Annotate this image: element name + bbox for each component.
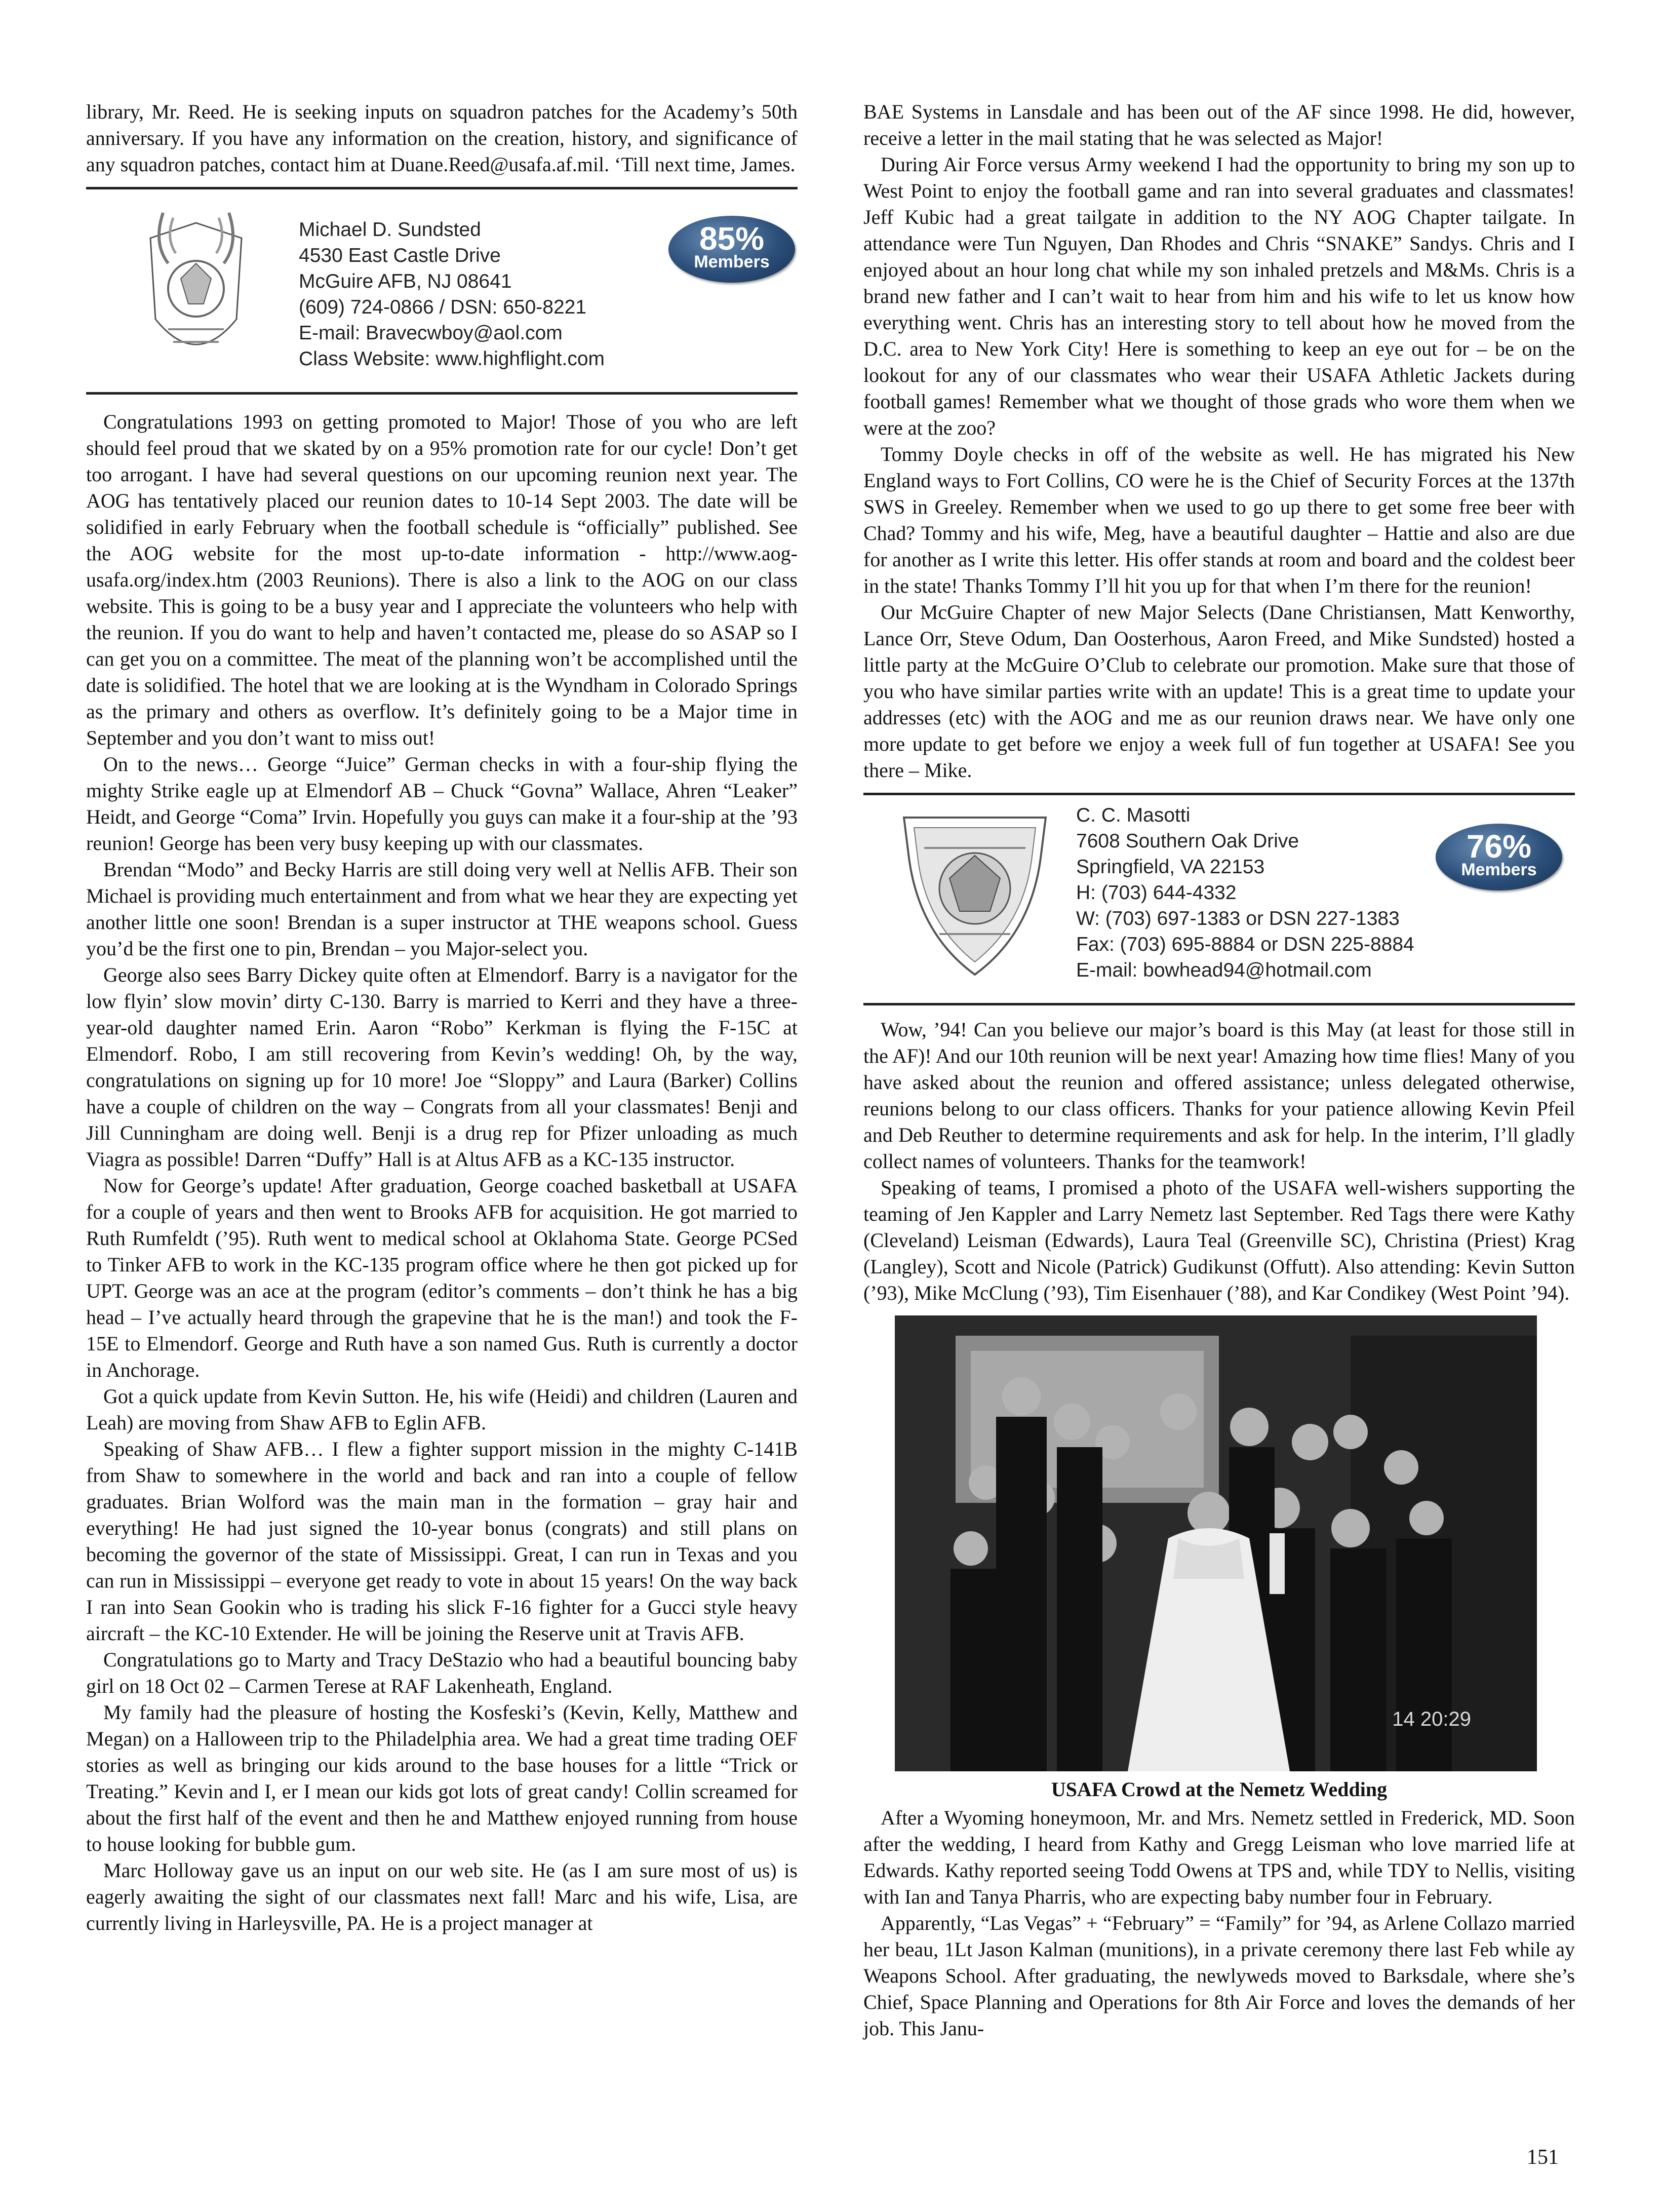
paragraph: Now for George’s update! After graduation, George coached basketball at USAFA for a couple of years and then went to Brooks AFB for acquisition. He got married to Ruth Rumfeldt (’95). Ruth went to medical school at Oklahoma State. George PCSed to Tinker AFB to work in the KC-135 program office where he then got picked up for UPT. George was an ace at the program (editor’s comments – don’t think he has a big head – I’ve actually heard through the grapevine that he is the man!) and took the F-15E to Elmendorf. George and Ruth have a son named Gus. Ruth is currently a doctor in Anchorage. (86, 1174, 798, 1381)
paragraph: Apparently, “Las Vegas” + “February” = “Family” for ’94, as Arlene Collazo married her beau, 1Lt Jason Kalman (munitions), in a private ceremony there last Feb while ay Weapons School. After graduating, the newlyweds moved to Barksdale, where she’s Chief, Space Planning and Operations for 8th Air Force and loves the demands of her job. This Janu- (863, 1912, 1575, 2040)
photo-caption: USAFA Crowd at the Nemetz Wedding (1051, 1778, 1388, 1801)
paragraph: Speaking of Shaw AFB… I flew a fighter support mission in the mighty C-141B from Shaw to somewhere in the world and back and ran into a couple of fellow graduates. Brian Wolford was the main man in the formation – gray hair and everything! He had just signed the 10-year bonus (congrats) and still plans on becoming the governor of the state of Mississippi. Great, I can run in Texas and you can run in Mississippi – everyone get ready to vote in about 15 years! On the way back I ran into Sean Gookin who is trading his slick F-16 fighter for a Gucci style heavy aircraft – the KC-10 Extender. He will be joining the Reserve unit at Travis AFB. (86, 1438, 798, 1645)
membership-percent: 76% (1466, 828, 1532, 865)
paragraph: Marc Holloway gave us an input on our web site. He (as I am sure most of us) is eagerly awaiting the sight of our classmates next fall! Marc and his wife, Lisa, are currently living in Harleysville, PA. He is a project manager at (86, 1859, 798, 1934)
section-divider (86, 392, 798, 395)
photo-timestamp: 14 20:29 (1392, 1708, 1471, 1730)
class-1994-contact (1076, 802, 1414, 983)
left-column (86, 99, 798, 1936)
email-line: E-mail: bowhead94@hotmail.com (1076, 959, 1372, 981)
paragraph: On to the news… George “Juice” German checks in with a four-ship flying the mighty Strike eagle up at Elmendorf AB – Chuck “Govna” Wallace, Ahren “Leaker” Heidt, and George “Coma” Irvin. Hopefully you guys can make it a four-ship at the ’93 reunion! George has been very busy keeping up with our classmates. (86, 753, 798, 855)
class-1994-body (863, 1017, 1575, 1306)
membership-label: Members (1461, 860, 1537, 879)
paragraph: BAE Systems in Lansdale and has been out of the AF since 1998. He did, however, receive a letter in the mail stating that he was selected as Major! (863, 100, 1575, 149)
scribe-name: Michael D. Sundsted (299, 219, 481, 241)
paragraph: Speaking of teams, I promised a photo of the USAFA well-wishers supporting the teaming of Jen Kappler and Larry Nemetz last September. Red Tags there were Kathy (Cleveland) Leisman (Edwards), Laura Teal (Greenville SC), Christina (Priest) Krag (Langley), Scott and Nicole (Patrick) Gudikunst (Offutt). Also attending: Kevin Sutton (’93), Mike McClung (’93), Tim Eisenhauer (’88), and Kar Condikey (West Point ’94). (863, 1176, 1575, 1304)
city-line: McGuire AFB, NJ 08641 (299, 270, 512, 292)
paragraph: During Air Force versus Army weekend I had the opportunity to bring my son up to West Point to enjoy the football game and ran into several graduates and classmates! Jeff Kubic had a great tailgate in addition to the NY AOG Chapter tailgate. In attendance were Tun Nguyen, Dan Rhodes and Chris “SNAKE” Sandys. Chris and I enjoyed about an hour long chat while my son inhaled pretzels and M&Ms. Chris is a brand new father and I can’t wait to hear from him and his wife to let us know how everything went. Chris has an interesting story to tell about how he moved from the D.C. area to New York City! Here is something to keep an eye out for – be on the lookout for any of our classmates who wear their USAFA Athletic Jackets during football games! Remember what we thought of those grads who wore them when we were at the zoo? (863, 153, 1575, 439)
fax-line: Fax: (703) 695-8884 or DSN 225-8884 (1076, 934, 1414, 955)
class-1994-crest-icon (894, 802, 1056, 985)
paragraph: Brendan “Modo” and Becky Harris are still doing very well at Nellis AFB. Their son Michael is providing much entertainment and from what we hear they are expecting yet another little one soon! Brendan is a super instructor at THE weapons school. Guess you’d be the first one to pin, Brendan – you Major-select you. (86, 858, 798, 960)
address-line: 7608 Southern Oak Drive (1076, 830, 1299, 852)
class-1993-contact (299, 217, 605, 372)
membership-badge (668, 216, 795, 283)
address-line: 4530 East Castle Drive (299, 245, 501, 266)
class-1993-crest-icon (133, 203, 259, 375)
right-column (863, 99, 1575, 2042)
class-1993-body (86, 409, 798, 1936)
wedding-photo (895, 1315, 1537, 1771)
paragraph: Our McGuire Chapter of new Major Selects (Dane Christiansen, Matt Kenworthy, Lance Orr, Steve Odum, Dan Oosterhous, Aaron Freed, and Mike Sundsted) hosted a little party at the McGuire O’Club to celebrate our promotion. Make sure that those of you who have similar parties write with an update! This is a great time to update your addresses (etc) with the AOG and me as our reunion draws near. We have only one more update to get before we enjoy a week full of fun together at USAFA! See you there – Mike. (863, 601, 1575, 782)
paragraph: Tommy Doyle checks in off of the website as well. He has migrated his New England ways to Fort Collins, CO were he is the Chief of Security Forces at the 137th SWS in Greeley. Remember when we used to go up there to get some free beer with Chad? Tommy and his wife, Meg, have a beautiful daughter – Hattie and also are due for another as I write this letter. His offer stands at room and board and the coldest beer in the state! Thanks Tommy I’ll hit you up for that when I’m there for the reunion! (863, 443, 1575, 597)
city-line: Springfield, VA 22153 (1076, 856, 1265, 878)
membership-badge (1436, 824, 1562, 890)
website-line: Class Website: www.highflight.com (299, 348, 605, 370)
work-phone-line: W: (703) 697-1383 or DSN 227-1383 (1076, 908, 1400, 929)
paragraph: George also sees Barry Dickey quite often at Elmendorf. Barry is a navigator for the low flyin’ slow movin’ dirty C-130. Barry is married to Kerri and they have a three-year-old daughter named Erin. Aaron “Robo” Kerkman is flying the F-15C at Elmendorf. Robo, I am still recovering from Kevin’s wedding! Oh, by the way, congratulations on signing up for 10 more! Joe “Sloppy” and Laura (Barker) Collins have a couple of children on the way – Congrats from all your classmates! Benji and Jill Cunningham are doing well. Benji is a drug rep for Pfizer unloading as much Viagra as possible! Darren “Duffy” Hall is at Altus AFB as a KC-135 instructor. (86, 963, 798, 1171)
home-phone-line: H: (703) 644-4332 (1076, 882, 1237, 904)
scribe-name: C. C. Masotti (1076, 804, 1191, 826)
membership-label: Members (694, 252, 770, 271)
email-line: E-mail: Bravecwboy@aol.com (299, 322, 563, 344)
class-1993-header (86, 189, 798, 392)
section-divider (863, 1003, 1575, 1005)
phone-line: (609) 724-0866 / DSN: 650-8221 (299, 296, 587, 318)
page-number: 151 (1527, 2146, 1559, 2169)
paragraph: Congratulations go to Marty and Tracy DeStazio who had a beautiful bouncing baby girl on 18 Oct 02 – Carmen Terese at RAF Lakenheath, England. (86, 1648, 798, 1697)
paragraph: My family had the pleasure of hosting the Kosfeski’s (Kevin, Kelly, Matthew and Megan) on a Halloween trip to the Philadelphia area. We had a great time trading OEF stories as well as bringing our kids around to the base houses for a little “Trick or Treating.” Kevin and I, er I mean our kids got lots of great candy! Collin screamed for about the first half of the event and then he and Matthew enjoyed running from house to house looking for bubble gum. (86, 1701, 798, 1855)
class-1994-header (863, 795, 1575, 1003)
paragraph: Congratulations 1993 on getting promoted to Major! Those of you who are left should feel proud that we skated by on a 95% promotion rate for our cycle! Don’t get too arrogant. I have had several questions on our upcoming reunion next year. The AOG has tentatively placed our reunion dates to 10-14 Sept 2003. The date will be solidified in early February when the football schedule is “officially” published. See the AOG website for the most up-to-date information - http://www.aog-usafa.org/index.htm (2003 Reunions). There is also a link to the AOG on our class website. This is going to be a busy year and I appreciate the volunteers who help with the reunion. If you do want to help and haven’t contacted me, please do so ASAP so I can get you on a committee. The meat of the planning won’t be accomplished until the date is solidified. The hotel that we are looking at is the Wyndham in Colorado Springs as the primary and others as overflow. It’s definitely going to be a Major time in September and you don’t want to miss out! (86, 410, 798, 749)
intro-paragraph: library, Mr. Reed. He is seeking inputs on squadron patches for the Academy’s 50th anniversary. If you have any information on the creation, history, and significance of any squadron patches, contact him at Duane.Reed@usafa.af.mil. ‘Till next time, James. (86, 100, 798, 176)
paragraph: Wow, ’94! Can you believe our major’s board is this May (at least for those still in the AF)! And our 10th reunion will be next year! Amazing how time flies! Many of you have asked about the reunion and offered assistance; unless delegated otherwise, reunions belong to our class officers. Thanks for your patience allowing Kevin Pfeil and Deb Reuther to determine requirements and ask for help. In the interim, I’ll gladly collect names of volunteers. Thanks for the teamwork! (863, 1018, 1575, 1173)
class-1994-body-continued (863, 1805, 1575, 2042)
membership-percent: 85% (699, 220, 765, 257)
paragraph: After a Wyoming honeymoon, Mr. and Mrs. Nemetz settled in Frederick, MD. Soon after the wedding, I heard from Kathy and Gregg Leisman who love married life at Edwards. Kathy reported seeing Todd Owens at TPS and, while TDY to Nellis, visiting with Ian and Tanya Pharris, who are expecting baby number four in February. (863, 1806, 1575, 1908)
paragraph: Got a quick update from Kevin Sutton. He, his wife (Heidi) and children (Lauren and Leah) are moving from Shaw AFB to Eglin AFB. (86, 1385, 798, 1434)
wedding-photo-image (895, 1315, 1537, 1771)
